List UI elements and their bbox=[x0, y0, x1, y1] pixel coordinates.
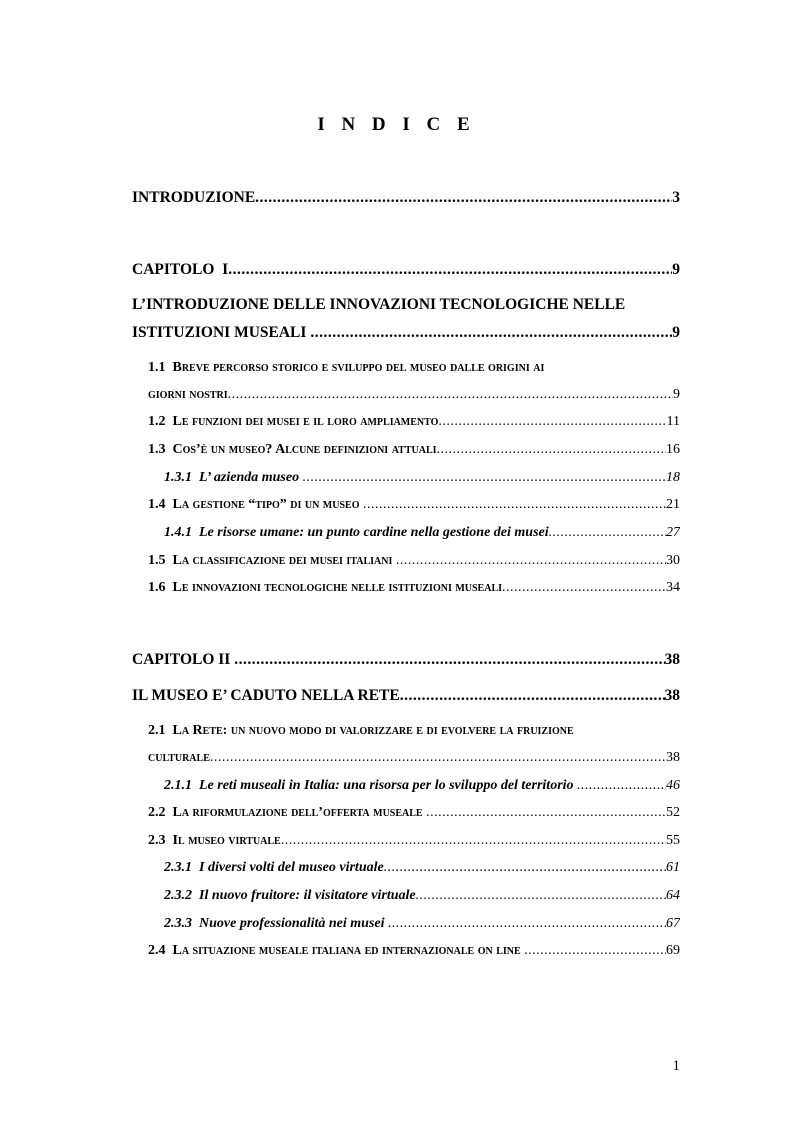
toc-page-number: 18 bbox=[666, 470, 680, 485]
toc-page-number: 9 bbox=[673, 387, 680, 402]
dot-leader bbox=[310, 324, 672, 342]
toc-entry-label: INTRODUZIONE bbox=[132, 189, 256, 206]
toc-entry-1-3[interactable] bbox=[148, 442, 680, 458]
dot-leader bbox=[502, 580, 666, 596]
toc-entry-label: 1.5 La classificazione dei musei italiani bbox=[148, 553, 396, 568]
toc-page-number: 61 bbox=[666, 860, 680, 875]
toc-entry-1-4-1[interactable] bbox=[164, 525, 680, 541]
toc-entry-capitolo-2[interactable] bbox=[132, 651, 680, 669]
toc-page-number: 64 bbox=[666, 888, 680, 903]
toc-page-number: 69 bbox=[666, 943, 680, 958]
toc-entry-label: 1.2 Le funzioni dei musei e il loro ampliamento bbox=[148, 414, 439, 429]
toc-page-number: 67 bbox=[666, 916, 680, 931]
toc-entry-2-3-3[interactable] bbox=[164, 916, 680, 932]
toc-entry-label: 1.3 Cos’è un museo? Alcune definizioni attuali bbox=[148, 442, 437, 457]
toc-entry-2-1[interactable]: 2.1 La Rete: un nuovo modo di valorizzare e di evolvere la fruizione bbox=[148, 723, 574, 738]
toc-entry-1-6[interactable] bbox=[148, 580, 680, 596]
toc-entry-2-1-cont[interactable] bbox=[148, 750, 680, 766]
dot-leader bbox=[577, 778, 666, 794]
toc-page-number: 21 bbox=[666, 497, 680, 512]
toc-entry-capitolo-1-title-cont[interactable] bbox=[132, 324, 680, 342]
toc-entry-label: 1.4 La gestione “tipo” di un museo bbox=[148, 497, 363, 512]
toc-entry-label: 1.3.1 L’ azienda museo bbox=[164, 470, 303, 485]
dot-leader bbox=[234, 651, 664, 669]
dot-leader bbox=[210, 750, 666, 766]
toc-entry-label: 1.4.1 Le risorse umane: un punto cardine nella gestione dei musei bbox=[164, 525, 549, 540]
page-title: I N D I C E bbox=[317, 114, 476, 135]
toc-entry-capitolo-1[interactable] bbox=[132, 261, 680, 279]
toc-entry-label: 2.4 La situazione museale italiana ed internazionale on line bbox=[148, 943, 525, 958]
toc-page-number: 38 bbox=[666, 750, 680, 765]
toc-entry-2-3-1[interactable] bbox=[164, 860, 680, 876]
toc-entry-label: 2.3.1 I diversi volti del museo virtuale bbox=[164, 860, 384, 875]
toc-page-number: 3 bbox=[672, 189, 680, 206]
page-number: 1 bbox=[672, 1058, 680, 1074]
toc-entry-label: giorni nostri bbox=[148, 387, 228, 402]
toc-entry-label: 2.2 La riformulazione dell’offerta museale bbox=[148, 805, 427, 820]
dot-leader bbox=[426, 805, 666, 821]
dot-leader bbox=[549, 525, 666, 541]
toc-entry-2-3-2[interactable] bbox=[164, 888, 680, 904]
toc-page-number: 46 bbox=[666, 778, 680, 793]
dot-leader bbox=[437, 442, 666, 458]
dot-leader bbox=[363, 497, 666, 513]
toc-entry-1-5[interactable] bbox=[148, 553, 680, 569]
toc-entry-capitolo-2-title[interactable] bbox=[132, 687, 680, 705]
dot-leader bbox=[400, 687, 665, 705]
toc-entry-label: culturale bbox=[148, 750, 210, 765]
toc-entry-label: IL MUSEO E’ CADUTO NELLA RETE bbox=[132, 687, 400, 704]
toc-page-number: 30 bbox=[666, 553, 680, 568]
toc-entry-label: CAPITOLO I bbox=[132, 261, 229, 278]
toc-page-number: 52 bbox=[666, 805, 680, 820]
dot-leader bbox=[281, 833, 666, 849]
toc-entry-label: 1.6 Le innovazioni tecnologiche nelle istituzioni museali bbox=[148, 580, 503, 595]
toc-entry-label: 2.3.3 Nuove professionalità nei musei bbox=[164, 916, 389, 931]
dot-leader bbox=[438, 414, 666, 430]
dot-leader bbox=[396, 553, 666, 569]
toc-entry-label: 2.1.1 Le reti museali in Italia: una risorsa per lo sviluppo del territorio bbox=[164, 778, 578, 793]
dot-leader bbox=[524, 943, 666, 959]
toc-page-number: 38 bbox=[664, 651, 680, 668]
toc-entry-1-1-cont[interactable] bbox=[148, 387, 680, 403]
dot-leader bbox=[228, 387, 673, 403]
toc-entry-1-2[interactable] bbox=[148, 414, 680, 430]
toc-page-number: 11 bbox=[666, 414, 680, 429]
toc-entry-2-3[interactable] bbox=[148, 833, 680, 849]
dot-leader bbox=[388, 916, 666, 932]
toc-page-number: 55 bbox=[666, 833, 680, 848]
dot-leader bbox=[228, 261, 672, 279]
toc-entry-capitolo-1-title[interactable]: L’INTRODUZIONE DELLE INNOVAZIONI TECNOLOGICHE NELLE bbox=[132, 296, 626, 313]
toc-entry-label: CAPITOLO II bbox=[132, 651, 235, 668]
toc-page-number: 16 bbox=[666, 442, 680, 457]
toc-page-number: 9 bbox=[672, 261, 680, 278]
toc-entry-label: 2.3.2 Il nuovo fruitore: il visitatore virtuale bbox=[164, 888, 416, 903]
toc-page-number: 27 bbox=[666, 525, 680, 540]
toc-page-number: 9 bbox=[672, 324, 680, 341]
dot-leader bbox=[416, 888, 666, 904]
toc-page-number: 38 bbox=[664, 687, 680, 704]
toc-entry-2-1-1[interactable] bbox=[164, 778, 680, 794]
toc-entry-2-2[interactable] bbox=[148, 805, 680, 821]
toc-page-number: 34 bbox=[666, 580, 680, 595]
dot-leader bbox=[303, 470, 666, 486]
toc-entry-1-4[interactable] bbox=[148, 497, 680, 513]
dot-leader bbox=[255, 189, 672, 207]
toc-entry-2-4[interactable] bbox=[148, 943, 680, 959]
toc-entry-1-1[interactable]: 1.1 Breve percorso storico e sviluppo del museo dalle origini ai bbox=[148, 360, 545, 375]
toc-entry-label: ISTITUZIONI MUSEALI bbox=[132, 324, 311, 341]
toc-entry-label: 2.3 Il museo virtuale bbox=[148, 833, 281, 848]
toc-entry-introduzione[interactable] bbox=[132, 189, 680, 207]
toc-entry-1-3-1[interactable] bbox=[164, 470, 680, 486]
dot-leader bbox=[384, 860, 666, 876]
